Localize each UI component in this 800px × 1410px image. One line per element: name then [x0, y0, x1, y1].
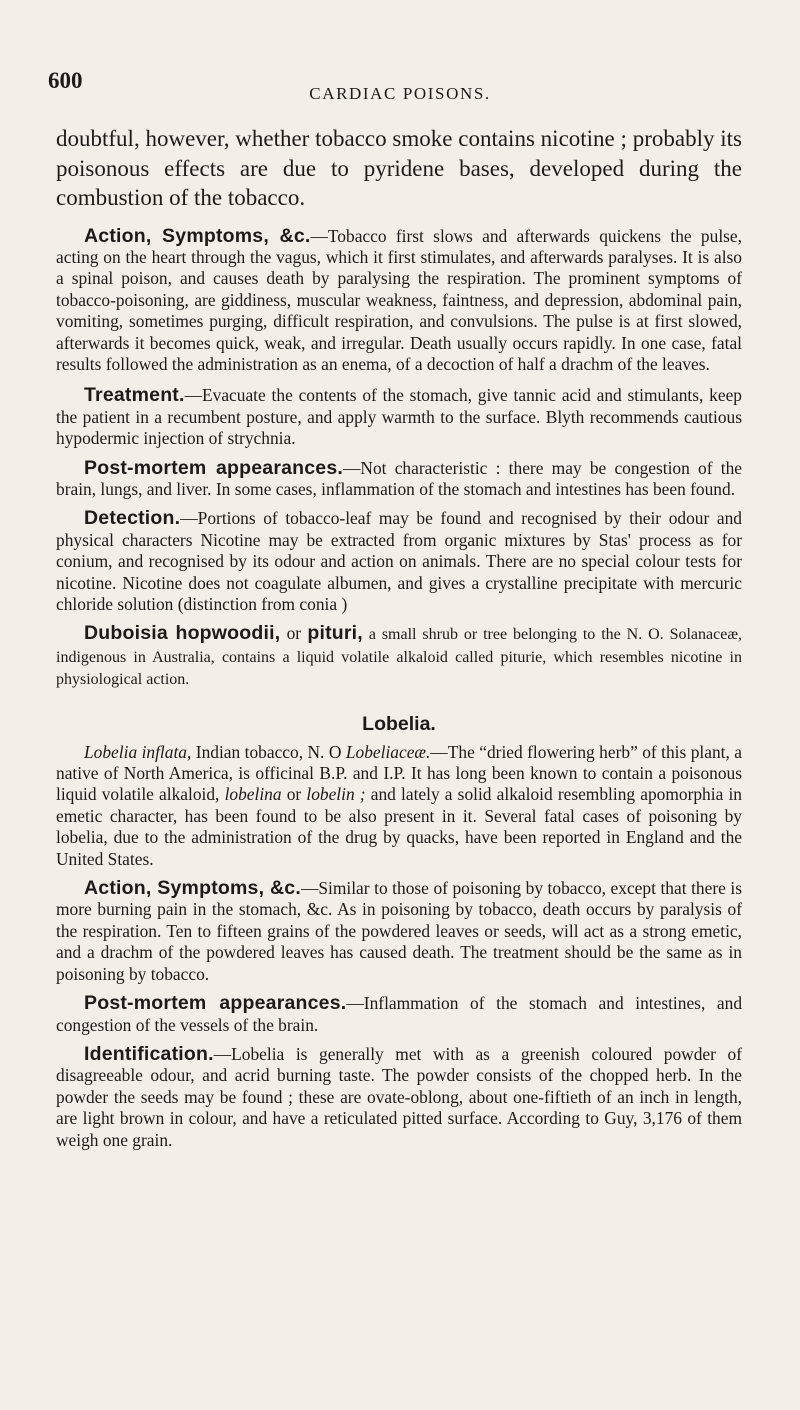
- paragraph-text: —Inflammation of the stomach and intestines, and congestion of the vessels of the brain.: [56, 993, 743, 1035]
- section-heading: Treatment.: [84, 384, 185, 407]
- alkaloid-name: lobelin ;: [306, 784, 366, 805]
- tobacco-postmortem-paragraph: [56, 458, 742, 501]
- lobelia-intro-paragraph: [56, 742, 742, 870]
- paragraph-text: and lately a solid alkaloid resembling apomorphia in emetic character, has been found to be also present in it. Several fatal cases of poisoning by lobelia, due to the administration of the drug by quacks, have been reported in England and the United States.: [56, 784, 742, 869]
- alkaloid-name: lobelina: [224, 784, 282, 805]
- connector-text: or: [280, 623, 308, 644]
- paragraph-text: a small shrub or tree belonging to the N. O. Solanaceæ, indigenous in Australia, contains a liquid volatile alkaloid called piturie, which resembles nicotine in physiological action.: [56, 626, 743, 689]
- paragraph-text: —Tobacco first slows and afterwards quickens the pulse, acting on the heart through the vagus, which it first stimulates, and afterwards paralyses. It is also a spinal poison, and causes death by paralysing the respiration. The prominent symptoms of tobacco-poisoning, are giddiness, muscular weakness, faintness, and depression, abdominal pain, vomiting, sometimes purging, difficult respiration, and convulsions. The pulse is at first slowed, afterwards it becomes quick, weak, and irregular. Death usually occurs rapidly. In one case, fatal results followed the administration as an enema, of a decoction of half a drachm of the leaves.: [56, 225, 742, 374]
- paragraph-text: Indian tobacco, N. O: [191, 741, 346, 762]
- section-heading: Detection.: [84, 507, 181, 530]
- lobelia-action-paragraph: [56, 878, 742, 985]
- duboisia-paragraph: [56, 623, 742, 690]
- section-heading: Action, Symptoms, &c.: [84, 224, 311, 247]
- section-heading: pituri,: [307, 622, 363, 645]
- species-name: Lobelia inflata,: [84, 741, 192, 762]
- paragraph-text: —The “dried flowering herb” of this plant, a native of North America, is officinal B.P. and I.P. It has long been known to contain a poisonous liquid volatile alkaloid,: [56, 741, 742, 805]
- paragraph-text: —Evacuate the contents of the stomach, give tannic acid and stimulants, keep the patient in a recumbent posture, and apply warmth to the surface. Blyth recommends cautious hypodermic injection of strychnia.: [56, 385, 742, 449]
- order-name: Lobeliaceæ.: [345, 741, 431, 762]
- lobelia-title: Lobelia.: [362, 712, 436, 735]
- page-number: 600: [48, 68, 83, 93]
- section-heading: Identification.: [84, 1042, 214, 1065]
- tobacco-detection-paragraph: [56, 508, 742, 615]
- paragraph-text: —Lobelia is generally met with as a greenish coloured powder of disagreeable odour, and acrid burning taste. The powder consists of the chopped herb. In the powder the seeds may be found ; these are ovate-oblong, about one-fiftieth of an inch in length, are light brown in colour, and have a reticulated pitted surface. According to Guy, 3,176 of them weigh one grain.: [56, 1043, 742, 1150]
- section-heading: Post-mortem appearances.: [84, 992, 347, 1015]
- lobelia-postmortem-paragraph: [56, 993, 742, 1036]
- paragraph-text: —Not characteristic : there may be congestion of the brain, lungs, and liver. In some cases, inflammation of the stomach and intestines has been found.: [56, 457, 742, 499]
- page-body: [56, 124, 742, 1151]
- section-heading: Post-mortem appearances.: [84, 456, 344, 479]
- paragraph-text: —Similar to those of poisoning by tobacco, except that there is more burning pain in the stomach, &c. As in poisoning by tobacco, death occurs by paralysis of the respiration. Ten to fifteen grains of the powdered leaves or seeds, will act as a strong emetic, and a drachm of the powdered leaves has caused death. The treatment should be the same as in poisoning by tobacco.: [56, 878, 742, 984]
- tobacco-treatment-paragraph: [56, 385, 742, 449]
- intro-paragraph: doubtful, however, whether tobacco smoke contains nicotine ; probably its poisonous effects are due to pyridene bases, developed during the combustion of the tobacco.: [56, 126, 742, 210]
- lobelia-identification-paragraph: [56, 1044, 742, 1151]
- section-heading: Duboisia hopwoodii,: [84, 622, 281, 645]
- running-title: CARDIAC POISONS.: [309, 84, 491, 103]
- tobacco-action-paragraph: [56, 226, 742, 376]
- connector-text: or: [281, 784, 307, 805]
- section-heading: Action, Symptoms, &c.: [84, 877, 301, 900]
- paragraph-text: —Portions of tobacco-leaf may be found and recognised by their odour and physical characters Nicotine may be extracted from organic mixtures by Stas' process as for conium, and recognised by its odour and action on animals. There are no special colour tests for nicotine. Nicotine does not coagulate albumen, and gives a crystalline precipitate with mercuric chloride solution (distinction from conia ): [56, 508, 742, 614]
